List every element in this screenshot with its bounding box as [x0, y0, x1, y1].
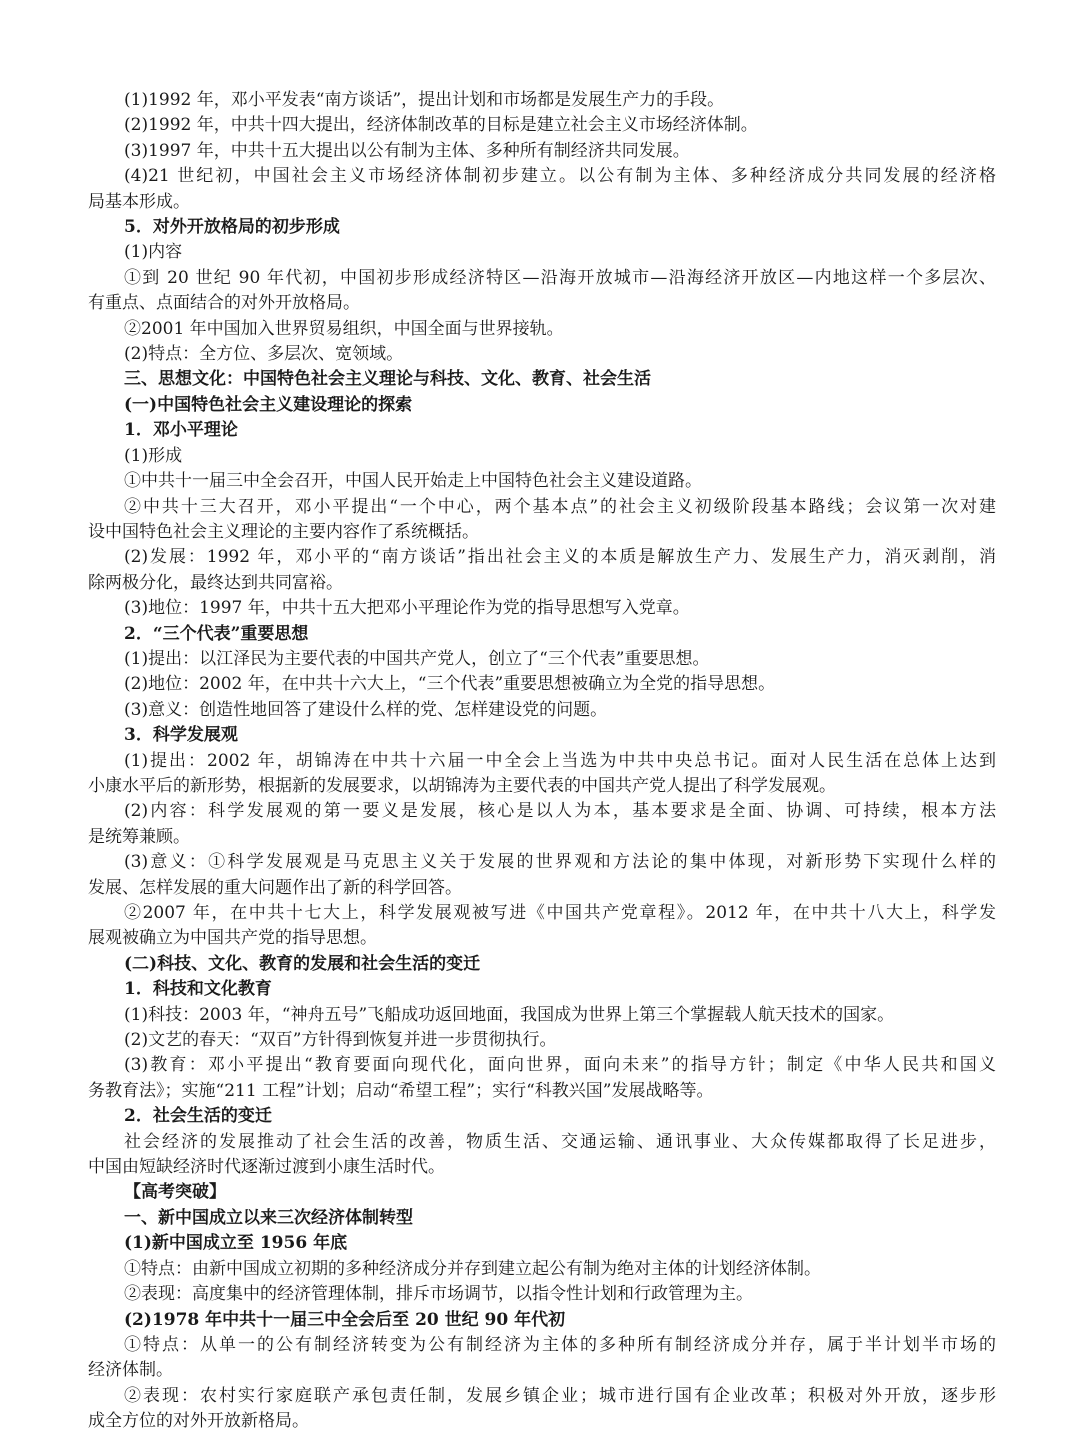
- paragraph-line: (2)1992 年，中共十四大提出，经济体制改革的目标是建立社会主义市场经济体制。: [124, 115, 758, 136]
- section-heading: (1)新中国成立至 1956 年底: [124, 1233, 348, 1254]
- paragraph-line: 社会经济的发展推动了社会生活的改善，物质生活、交通运输、通讯事业、大众传媒都取得了长足进步，: [124, 1131, 996, 1152]
- section-heading: (一)中国特色社会主义建设理论的探索: [124, 394, 413, 415]
- paragraph-line: ②2007 年，在中共十七大上，科学发展观被写进《中国共产党章程》。2012 年，在中共十八大上，科学发: [124, 903, 996, 923]
- paragraph-line: ②表现：高度集中的经济管理体制，排斥市场调节，以指令性计划和行政管理为主。: [124, 1284, 753, 1305]
- paragraph-line: 发展、怎样发展的重大问题作出了新的科学回答。: [88, 877, 462, 898]
- paragraph-line: 中国由短缺经济时代逐渐过渡到小康生活时代。: [88, 1157, 445, 1178]
- section-heading: 【高考突破】: [124, 1182, 226, 1203]
- paragraph-line: (1)形成: [124, 445, 183, 466]
- paragraph-line: 务教育法》；实施“211 工程”计划；启动“希望工程”；实行“科教兴国”发展战略等。: [88, 1080, 714, 1101]
- paragraph-line: 局基本形成。: [88, 191, 190, 212]
- section-heading: 三、思想文化：中国特色社会主义理论与科技、文化、教育、社会生活: [124, 369, 651, 390]
- paragraph-line: 展观被确立为中国共产党的指导思想。: [88, 928, 377, 949]
- paragraph-line: ①特点：从单一的公有制经济转变为公有制经济为主体的多种所有制经济成分并存，属于半计划半市场的: [124, 1334, 996, 1355]
- paragraph-line: (1)科技：2003 年，“神舟五号”飞船成功返回地面，我国成为世界上第三个掌握载人航天技术的国家。: [124, 1004, 895, 1025]
- document-page: [88, 88, 996, 1435]
- paragraph-line: (1)1992 年，邓小平发表“南方谈话”，提出计划和市场都是发展生产力的手段。: [124, 90, 725, 110]
- paragraph-line: 经济体制。: [88, 1360, 173, 1381]
- paragraph-line: (2)内容：科学发展观的第一要义是发展，核心是以人为本，基本要求是全面、协调、可持续，根本方法: [124, 801, 996, 822]
- paragraph-line: 是统筹兼顾。: [88, 826, 190, 847]
- section-heading: 1．科技和文化教育: [124, 979, 272, 1000]
- paragraph-line: 除两极分化，最终达到共同富裕。: [88, 572, 343, 593]
- section-heading: (2)1978 年中共十一届三中全会后至 20 世纪 90 年代初: [124, 1309, 566, 1330]
- section-heading: 1．邓小平理论: [124, 420, 238, 441]
- paragraph-line: 有重点、点面结合的对外开放格局。: [88, 293, 360, 314]
- paragraph-line: (2)文艺的春天：“双百”方针得到恢复并进一步贯彻执行。: [124, 1030, 557, 1051]
- section-heading: 2．“三个代表”重要思想: [124, 623, 309, 644]
- paragraph-line: (3)意义：创造性地回答了建设什么样的党、怎样建设党的问题。: [124, 699, 608, 720]
- paragraph-line: 成全方位的对外开放新格局。: [88, 1411, 309, 1432]
- section-heading: (二)科技、文化、教育的发展和社会生活的变迁: [124, 953, 481, 974]
- paragraph-line: (1)提出：2002 年，胡锦涛在中共十六届一中全会上当选为中共中央总书记。面对人民生活在总体上达到: [124, 750, 996, 771]
- paragraph-line: ①特点：由新中国成立初期的多种经济成分并存到建立起公有制为绝对主体的计划经济体制。: [124, 1258, 821, 1279]
- paragraph-line: (3)教育：邓小平提出“教育要面向现代化，面向世界，面向未来”的指导方针；制定《中华人民共和国义: [124, 1055, 996, 1076]
- paragraph-line: ②中共十三大召开，邓小平提出“一个中心，两个基本点”的社会主义初级阶段基本路线；会议第一次对建: [124, 496, 996, 517]
- paragraph-line: ①中共十一届三中全会召开，中国人民开始走上中国特色社会主义建设道路。: [124, 471, 702, 492]
- paragraph-line: (4)21 世纪初，中国社会主义市场经济体制初步建立。以公有制为主体、多种经济成分共同发展的经济格: [124, 166, 996, 187]
- paragraph-line: (2)发展：1992 年，邓小平的“南方谈话”指出社会主义的本质是解放生产力、发展生产力，消灭剥削，消: [124, 547, 996, 568]
- paragraph-line: ②2001 年中国加入世界贸易组织，中国全面与世界接轨。: [124, 318, 564, 339]
- section-heading: 5．对外开放格局的初步形成: [124, 217, 340, 238]
- paragraph-line: ②表现：农村实行家庭联产承包责任制，发展乡镇企业；城市进行国有企业改革；积极对外开放，逐步形: [124, 1385, 996, 1406]
- paragraph-line: (1)内容: [124, 242, 183, 263]
- paragraph-line: ①到 20 世纪 90 年代初，中国初步形成经济特区—沿海开放城市—沿海经济开放区—内地这样一个多层次、: [124, 267, 996, 288]
- paragraph-line: (3)1997 年，中共十五大提出以公有制为主体、多种所有制经济共同发展。: [124, 140, 690, 161]
- section-heading: 2．社会生活的变迁: [124, 1106, 272, 1127]
- paragraph-line: (2)特点：全方位、多层次、宽领域。: [124, 344, 404, 365]
- section-heading: 一、新中国成立以来三次经济体制转型: [124, 1207, 413, 1228]
- paragraph-line: (3)意义：①科学发展观是马克思主义关于发展的世界观和方法论的集中体现，对新形势下实现什么样的: [124, 852, 996, 873]
- paragraph-line: 小康水平后的新形势，根据新的发展要求，以胡锦涛为主要代表的中国共产党人提出了科学发展观。: [88, 775, 836, 796]
- paragraph-line: (1)提出：以江泽民为主要代表的中国共产党人，创立了“三个代表”重要思想。: [124, 648, 710, 669]
- paragraph-line: (2)地位：2002 年，在中共十六大上，“三个代表”重要思想被确立为全党的指导思想。: [124, 674, 776, 695]
- section-heading: 3．科学发展观: [124, 725, 238, 746]
- paragraph-line: (3)地位：1997 年，中共十五大把邓小平理论作为党的指导思想写入党章。: [124, 598, 690, 619]
- paragraph-line: 设中国特色社会主义理论的主要内容作了系统概括。: [88, 521, 479, 542]
